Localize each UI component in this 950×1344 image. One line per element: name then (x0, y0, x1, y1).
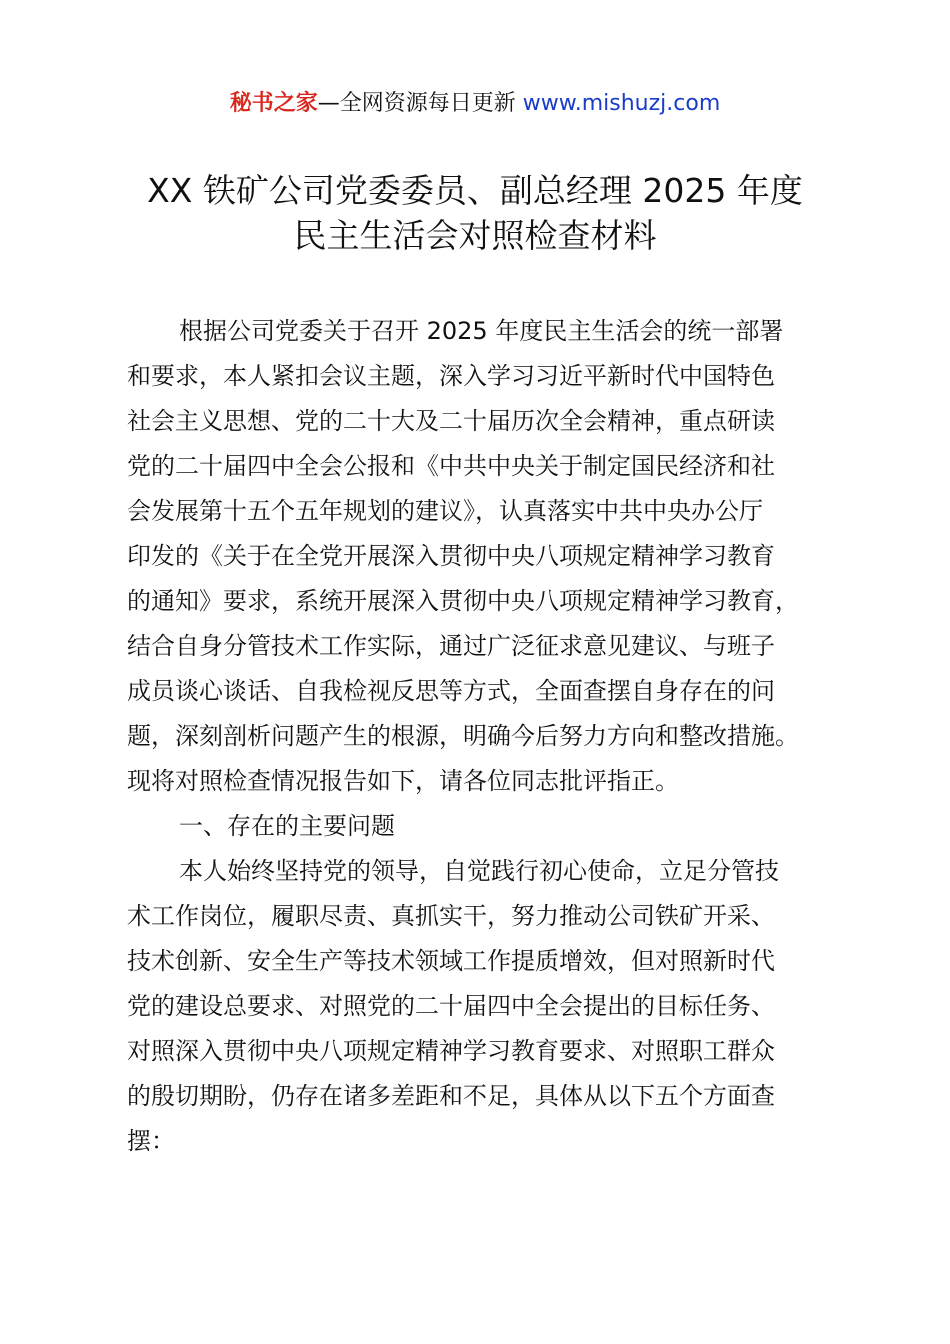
paragraph-line: 根据公司党委关于召开 2025 年度民主生活会的统一部署 (179, 317, 784, 345)
paragraph-line: 的通知》要求，系统开展深入贯彻中央八项规定精神学习教育， (127, 587, 799, 615)
paragraph-line: 现将对照检查情况报告如下，请各位同志批评指正。 (127, 767, 679, 795)
paragraph-line: 会发展第十五个五年规划的建议》，认真落实中共中央办公厅 (127, 497, 763, 525)
title-line-1: XX 铁矿公司党委委员、副总经理 2025 年度 (147, 171, 803, 210)
paragraph-line: 摆： (127, 1127, 175, 1155)
paragraph-line: 印发的《关于在全党开展深入贯彻中央八项规定精神学习教育 (127, 542, 775, 570)
title-line-2: 民主生活会对照检查材料 (293, 216, 657, 255)
paragraph-line: 结合自身分管技术工作实际，通过广泛征求意见建议、与班子 (127, 632, 775, 660)
paragraph-line: 党的二十届四中全会公报和《中共中央关于制定国民经济和社 (127, 452, 775, 480)
header-tagline: —全网资源每日更新 (317, 91, 523, 116)
paragraph-line: 社会主义思想、党的二十大及二十届历次全会精神，重点研读 (127, 407, 775, 435)
section-heading: 一、存在的主要问题 (179, 812, 395, 840)
paragraph-line: 对照深入贯彻中央八项规定精神学习教育要求、对照职工群众 (127, 1037, 775, 1065)
paragraph-line: 党的建设总要求、对照党的二十届四中全会提出的目标任务、 (127, 992, 775, 1020)
paragraph-line: 的殷切期盼，仍存在诸多差距和不足，具体从以下五个方面查 (127, 1082, 775, 1110)
paragraph-line: 本人始终坚持党的领导，自觉践行初心使命，立足分管技 (179, 857, 779, 885)
brand-name: 秘书之家 (229, 91, 318, 116)
paragraph-line: 术工作岗位，履职尽责、真抓实干，努力推动公司铁矿开采、 (127, 902, 775, 930)
document-title (0, 168, 950, 258)
paragraph-line: 成员谈心谈话、自我检视反思等方式，全面查摆自身存在的问 (127, 677, 775, 705)
document-body (127, 309, 847, 1164)
paragraph-line: 和要求，本人紧扣会议主题，深入学习习近平新时代中国特色 (127, 362, 775, 390)
paragraph-line: 技术创新、安全生产等技术领域工作提质增效，但对照新时代 (127, 947, 775, 975)
site-url-link[interactable]: www.mishuzj.com (522, 91, 721, 116)
site-header (0, 88, 950, 120)
paragraph-line: 题，深刻剖析问题产生的根源，明确今后努力方向和整改措施。 (127, 722, 799, 750)
